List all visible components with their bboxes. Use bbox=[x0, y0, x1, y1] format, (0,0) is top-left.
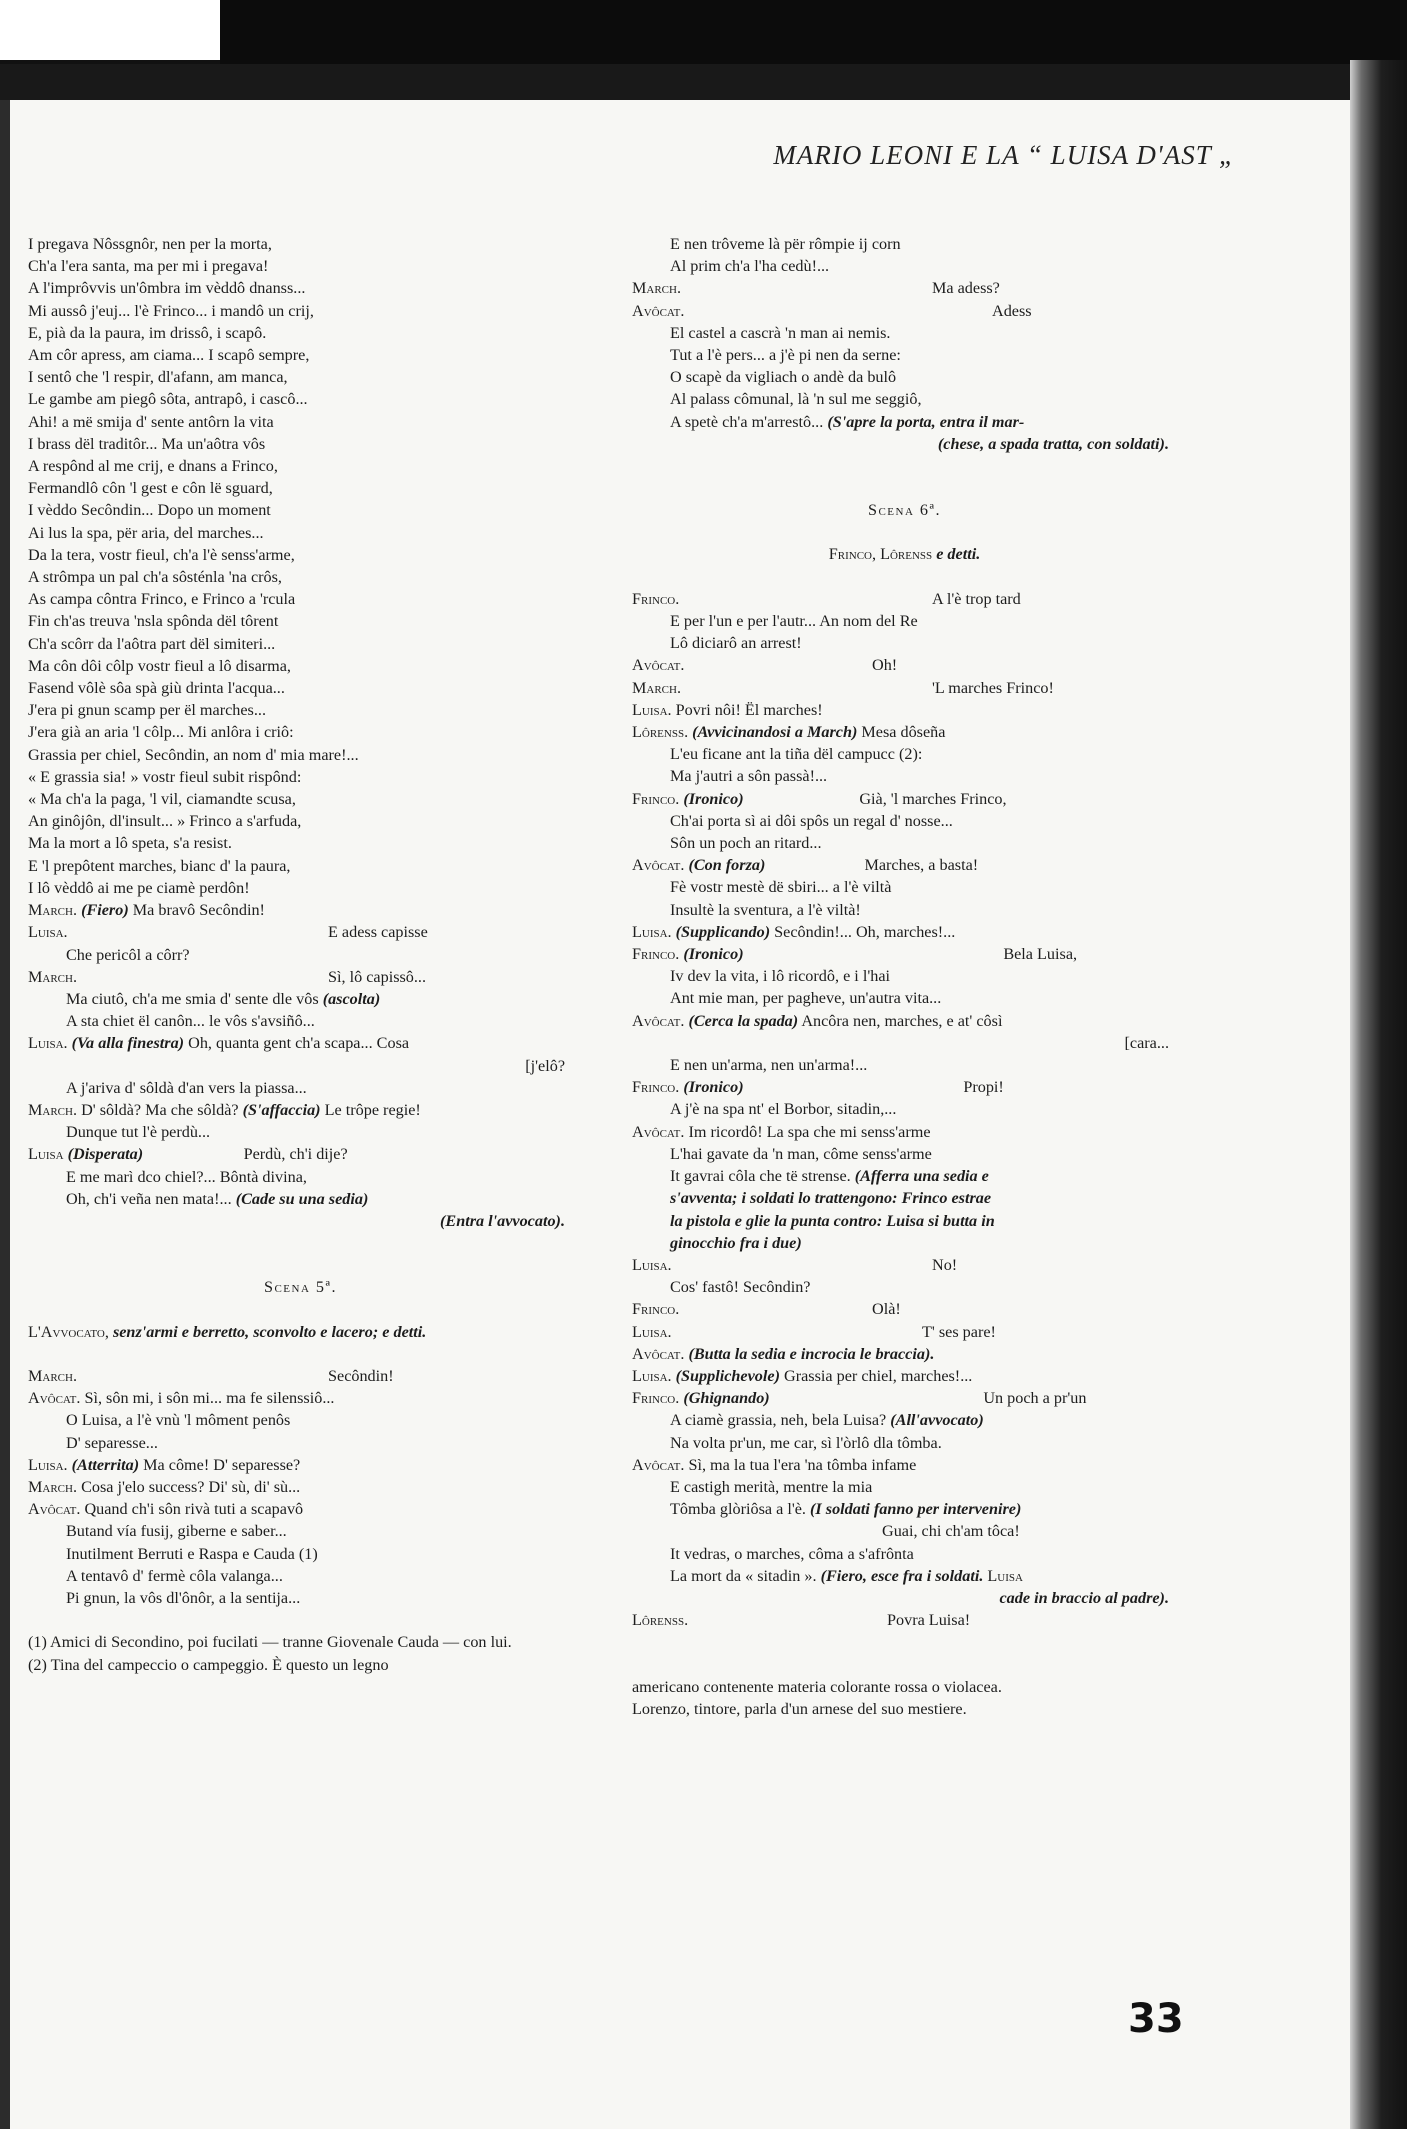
dialogue-line bbox=[632, 677, 1177, 699]
verse-line: It vedras, o marches, côma a s'afrônta bbox=[670, 1544, 914, 1563]
scene-5-subtitle bbox=[28, 1321, 573, 1343]
stage-direction: (Cerca la spada) bbox=[688, 1011, 799, 1030]
line-text: Adess bbox=[992, 301, 1032, 320]
verse-line: Pi gnun, la vôs dl'ônôr, a la sentija... bbox=[66, 1588, 301, 1607]
verse-line: A l'imprôvvis un'ômbra im vèddô dnanss... bbox=[28, 279, 306, 298]
line-text: Sì, sôn mi, i sôn mi... ma fe silenssiô... bbox=[84, 1389, 335, 1408]
line-text: Oh, quanta gent ch'a scapa... Cosa bbox=[188, 1034, 410, 1053]
speaker: Avôcat. bbox=[28, 1389, 81, 1408]
verse-line: Ch'ai porta sì ai dôi spôs un regal d' nosse... bbox=[670, 811, 953, 830]
line-text: Un poch a pr'un bbox=[983, 1389, 1087, 1408]
verse-line: Am côr apress, am ciama... I scapô sempre, bbox=[28, 346, 310, 365]
stage-direction: (Ghignando) bbox=[683, 1389, 770, 1408]
stage-direction: (Fiero, esce fra i soldati. bbox=[820, 1566, 984, 1585]
verse-wrap: [cara... bbox=[1124, 1033, 1169, 1052]
verse-line: Fasend vôlè sôa spà giù drinta l'acqua... bbox=[28, 679, 285, 698]
dialogue-line bbox=[28, 966, 573, 988]
dialogue-line bbox=[632, 699, 1177, 721]
verse-line: Tut a l'è pers... a j'è pi nen da serne: bbox=[670, 346, 901, 365]
line-text: No! bbox=[932, 1255, 958, 1274]
speaker: Frinco. bbox=[632, 589, 680, 608]
speaker: Avôcat. bbox=[632, 856, 685, 875]
dialogue-line bbox=[632, 1298, 1177, 1320]
stage-direction: (All'avvocato) bbox=[890, 1411, 984, 1430]
line-text: T' ses pare! bbox=[922, 1322, 996, 1341]
line-text: Im ricordô! La spa che mi senss'arme bbox=[688, 1122, 931, 1141]
verse-line: Ma côn dôi côlp vostr fieul a lô disarma, bbox=[28, 656, 291, 675]
line-text: Olà! bbox=[872, 1300, 901, 1319]
verse-line: E nen trôveme là për rômpie ij corn bbox=[670, 235, 901, 253]
verse-line: Ma j'autri a sôn passà!... bbox=[670, 767, 828, 786]
verse-line: Fè vostr mestè dë sbiri... a l'è viltà bbox=[670, 878, 892, 897]
dialogue-line bbox=[28, 1454, 573, 1476]
speaker: March. bbox=[28, 901, 78, 920]
stage-direction: la pistola e glie la punta contro: Luisa si butta in bbox=[670, 1211, 995, 1230]
speaker: Luisa. bbox=[632, 1255, 672, 1274]
line-text: Quand ch'i sôn rivà tuti a scapavô bbox=[84, 1500, 304, 1519]
verse-line: Insultè la sventura, a l'è viltà! bbox=[670, 900, 861, 919]
verse-line: « E grassia sia! » vostr fieul subit rispônd: bbox=[28, 767, 302, 786]
spacer bbox=[632, 566, 1177, 588]
stage-direction: (chese, a spada tratta, con soldati). bbox=[937, 434, 1169, 453]
verse-line: Ch'a l'era santa, ma per mi i pregava! bbox=[28, 257, 269, 276]
line-text: Secôndin! bbox=[328, 1366, 394, 1385]
dialogue-line bbox=[632, 1343, 1177, 1365]
line-text: Tômba glòriôsa a l'è. bbox=[670, 1500, 806, 1519]
scan-corner bbox=[0, 0, 226, 64]
spacer bbox=[632, 1654, 1177, 1676]
line-text: Sì, lô capissô... bbox=[328, 967, 427, 986]
verse-line bbox=[28, 1188, 573, 1210]
line-text: Ma ciutô, ch'a me smia d' sente dle vôs bbox=[66, 989, 319, 1008]
line-text: A l'è trop tard bbox=[932, 589, 1021, 608]
speaker: Luisa. bbox=[632, 922, 672, 941]
line-text: It gavrai côla che të strense. bbox=[670, 1167, 851, 1186]
spacer bbox=[28, 1298, 573, 1320]
line-text: Bela Luisa, bbox=[1003, 945, 1078, 964]
line-text: E adess capisse bbox=[328, 923, 428, 942]
line-text: Le trôpe regie! bbox=[324, 1100, 421, 1119]
verse-line: O Luisa, a l'è vnù 'l môment penôs bbox=[66, 1411, 291, 1430]
verse-line: J'era già an aria 'l côlp... Mi anlôra i criô: bbox=[28, 723, 294, 742]
dialogue-line bbox=[632, 1365, 1177, 1387]
speaker: March. bbox=[28, 967, 78, 986]
stage-direction: (Con forza) bbox=[688, 856, 766, 875]
speaker: Lôrenss. bbox=[632, 723, 689, 742]
left-column bbox=[28, 233, 573, 1676]
spacer bbox=[632, 455, 1177, 499]
verse-line: L'hai gavate da 'n man, côme senss'arme bbox=[670, 1144, 932, 1163]
line-text: Povri nôi! Ël marches! bbox=[675, 700, 823, 719]
verse-line: Ahi! a më smija d' sente antôrn la vita bbox=[28, 412, 274, 431]
line-text: A spetè ch'a m'arrestô... bbox=[670, 412, 824, 431]
line-text: D' sôldà? Ma che sôldà? bbox=[81, 1100, 239, 1119]
verse-line: Grassia per chiel, Secôndin, an nom d' mia mare!... bbox=[28, 745, 359, 764]
stage-direction: (S'affaccia) bbox=[242, 1100, 321, 1119]
verse-line: An ginôjôn, dl'insult... » Frinco a s'arfuda, bbox=[28, 812, 302, 831]
speaker: Lôrenss. bbox=[632, 1611, 689, 1630]
verse-line: Fermandlô côn 'l gest e côn lë sguard, bbox=[28, 479, 273, 498]
speaker: Frinco. bbox=[632, 1389, 680, 1408]
verse-line: Na volta pr'un, me car, sì l'òrlô dla tômba. bbox=[670, 1433, 942, 1452]
speaker: Luisa. bbox=[28, 1455, 68, 1474]
verse-line: Ai lus la spa, për aria, del marches... bbox=[28, 523, 264, 542]
line-text: Propi! bbox=[963, 1078, 1004, 1097]
speaker: Avôcat. bbox=[632, 1455, 685, 1474]
stage-direction: (I soldati fanno per intervenire) bbox=[810, 1500, 1022, 1519]
verse-line: I vèddo Secôndin... Dopo un moment bbox=[28, 501, 271, 520]
speaker: Frinco. bbox=[632, 945, 680, 964]
line-text: Mesa dôseña bbox=[861, 723, 946, 742]
scan-left-edge bbox=[0, 100, 10, 2129]
stage-direction: (Va alla finestra) bbox=[71, 1034, 185, 1053]
running-head: MARIO LEONI E LA “ LUISA D'AST „ bbox=[773, 140, 1235, 170]
dialogue-line bbox=[632, 1076, 1177, 1098]
verse-line: Da la tera, vostr fieul, ch'a l'è senss'arme, bbox=[28, 545, 295, 564]
dialogue-line bbox=[28, 1498, 573, 1520]
verse-line: I sentô che 'l respir, dl'afann, am manca, bbox=[28, 368, 288, 387]
speaker: Avôcat. bbox=[632, 1344, 685, 1363]
verse-line: As campa côntra Frinco, e Frinco a 'rcula bbox=[28, 590, 296, 609]
speaker: Luisa. bbox=[28, 923, 68, 942]
verse-line: Ch'a scôrr da l'aôtra part dël simiteri... bbox=[28, 634, 276, 653]
verse-line: Le gambe am piegô sôta, antrapô, i cascô... bbox=[28, 390, 308, 409]
monologue bbox=[28, 233, 573, 899]
dialogue-line bbox=[28, 1476, 573, 1498]
speaker: Frinco. bbox=[632, 1300, 680, 1319]
verse-line: Mi aussô j'euj... l'è Frinco... i mandô un crij, bbox=[28, 301, 314, 320]
verse-line bbox=[632, 411, 1177, 433]
stage-direction: (Ironico) bbox=[683, 789, 744, 808]
verse-line: O scapè da vigliach o andè da bulô bbox=[670, 368, 897, 387]
speaker: Luisa. bbox=[632, 700, 672, 719]
spacer bbox=[28, 1232, 573, 1276]
stage-direction: ginocchio fra i due) bbox=[670, 1233, 802, 1252]
dialogue-line bbox=[28, 921, 573, 943]
stage-direction: (Fiero) bbox=[81, 901, 129, 920]
verse-line: E nen un'arma, nen un'arma!... bbox=[670, 1056, 868, 1075]
stage-direction: (Afferra una sedia e bbox=[854, 1167, 989, 1186]
verse-line: E 'l prepôtent marches, bianc d' la paura, bbox=[28, 856, 291, 875]
stage-direction: cade in braccio al padre). bbox=[999, 1588, 1169, 1607]
verse-line: I brass dël traditôr... Ma un'aôtra vôs bbox=[28, 434, 266, 453]
dialogue-line bbox=[632, 854, 1177, 876]
verse-line: « Ma ch'a la paga, 'l vil, ciamandte scusa, bbox=[28, 790, 296, 809]
page-number: 33 bbox=[1128, 1996, 1184, 2042]
speaker: March. bbox=[28, 1366, 78, 1385]
dialogue-line bbox=[632, 1321, 1177, 1343]
dialogue-line bbox=[28, 1099, 573, 1121]
line-text: Oh! bbox=[872, 656, 898, 675]
spacer bbox=[28, 1343, 573, 1365]
speaker: Frinco. bbox=[632, 1078, 680, 1097]
verse-line: J'era pi gnun scamp per ël marches... bbox=[28, 701, 266, 720]
stage-direction: (Disperata) bbox=[67, 1145, 144, 1164]
scan-top-edge bbox=[220, 0, 1407, 70]
spacer bbox=[632, 1631, 1177, 1653]
line-text: Perdù, ch'i dije? bbox=[243, 1145, 348, 1164]
verse-line: Cos' fastô! Secôndin? bbox=[670, 1278, 811, 1297]
line-text: La mort da « sitadin ». bbox=[670, 1566, 817, 1585]
dialogue-line bbox=[28, 1387, 573, 1409]
speaker: Luisa. bbox=[28, 1034, 68, 1053]
speaker: Avôcat. bbox=[28, 1500, 81, 1519]
verse-line: E castigh merità, mentre la mia bbox=[670, 1477, 873, 1496]
line-text: Ma adess? bbox=[932, 279, 1000, 298]
dialogue-line bbox=[632, 943, 1177, 965]
dialogue-line bbox=[28, 1032, 573, 1054]
line-text: Ma bravô Secôndin! bbox=[132, 901, 265, 920]
stage-direction: e detti. bbox=[936, 545, 981, 564]
line-text: Sì, ma la tua l'era 'na tômba infame bbox=[688, 1455, 917, 1474]
verse-line bbox=[632, 1498, 1177, 1520]
verse-line bbox=[28, 988, 573, 1010]
line-text: Secôndin!... Oh, marches!... bbox=[774, 922, 956, 941]
stage-direction: (Butta la sedia e incrocia le braccia). bbox=[688, 1344, 935, 1363]
footnote-1: (1) Amici di Secondino, poi fucilati — tranne Giovenale Cauda — con lui. bbox=[28, 1633, 512, 1652]
verse-line: A sta chiet ël canôn... le vôs s'avsiñô... bbox=[66, 1012, 315, 1031]
line-text: Ancôra nen, marches, e at' côsì bbox=[801, 1011, 1003, 1030]
verse-line: Dunque tut l'è perdù... bbox=[66, 1123, 211, 1142]
stage-direction: (Avvicinandosi a March) bbox=[692, 723, 858, 742]
dialogue-line bbox=[632, 300, 1177, 322]
dialogue-line bbox=[632, 1609, 1177, 1631]
dialogue-line bbox=[632, 721, 1177, 743]
verse-line: Ma la mort a lô speta, s'a resist. bbox=[28, 834, 232, 853]
speaker: March. bbox=[632, 678, 682, 697]
verse-line: Guai, chi ch'am tôca! bbox=[882, 1522, 1020, 1541]
speaker: Luisa. bbox=[632, 1322, 672, 1341]
stage-direction: (S'apre la porta, entra il mar- bbox=[827, 412, 1025, 431]
characters: Frinco, Lôrenss bbox=[828, 545, 933, 564]
stage-direction: (Atterrita) bbox=[71, 1455, 140, 1474]
dialogue-line bbox=[632, 588, 1177, 610]
dialogue-line bbox=[632, 1454, 1177, 1476]
line-text: Grassia per chiel, marches!... bbox=[784, 1366, 973, 1385]
scene-5-title: Scena 5ª. bbox=[263, 1278, 338, 1297]
verse-line: D' separesse... bbox=[66, 1433, 158, 1452]
spacer bbox=[28, 1609, 573, 1631]
verse-line: Lô diciarô an arrest! bbox=[670, 634, 802, 653]
verse-line: A strômpa un pal ch'a sôsténla 'na crôs, bbox=[28, 568, 282, 587]
line-text: Ma côme! D' separesse? bbox=[143, 1455, 301, 1474]
stage-direction: (Entra l'avvocato). bbox=[440, 1211, 565, 1230]
speaker: Avôcat. bbox=[632, 1011, 685, 1030]
verse-line: Inutilment Berruti e Raspa e Cauda (1) bbox=[66, 1544, 318, 1563]
speaker: Luisa bbox=[987, 1566, 1023, 1585]
speaker: Frinco. bbox=[632, 789, 680, 808]
verse-line: I lô vèddô ai me pe ciamè perdôn! bbox=[28, 878, 250, 897]
dialogue-line bbox=[28, 1365, 573, 1387]
speaker: Avôcat. bbox=[632, 1122, 685, 1141]
scene-6-subtitle bbox=[632, 543, 1177, 565]
dialogue-line bbox=[632, 1121, 1177, 1143]
dialogue-line bbox=[632, 1254, 1177, 1276]
stage-direction: (Cade su una sedia) bbox=[235, 1189, 369, 1208]
line-text: 'L marches Frinco! bbox=[932, 678, 1054, 697]
footnote-2: (2) Tina del campeccio o campeggio. È questo un legno bbox=[28, 1655, 389, 1674]
speaker: Avôcat. bbox=[632, 656, 685, 675]
verse-line bbox=[632, 1565, 1177, 1587]
stage-direction: (ascolta) bbox=[322, 989, 381, 1008]
right-column bbox=[632, 233, 1177, 1720]
verse-line: Ant mie man, per pagheve, un'autra vita... bbox=[670, 989, 942, 1008]
stage-direction: s'avventa; i soldati lo trattengono: Frinco estrae bbox=[670, 1189, 992, 1208]
dialogue-line bbox=[632, 1010, 1177, 1032]
speaker: Avôcat. bbox=[632, 301, 685, 320]
footnote-continuation: Lorenzo, tintore, parla d'un arnese del suo mestiere. bbox=[632, 1699, 967, 1718]
verse-line: I pregava Nôssgnôr, nen per la morta, bbox=[28, 235, 272, 253]
speaker: Luisa bbox=[28, 1145, 64, 1164]
dialogue-line bbox=[28, 899, 573, 921]
verse-line: Iv dev la vita, i lô ricordô, e i l'hai bbox=[670, 967, 891, 986]
speaker: Luisa. bbox=[632, 1366, 672, 1385]
verse-line: A respônd al me crij, e dnans a Frinco, bbox=[28, 457, 278, 476]
book-spine-shadow bbox=[1350, 60, 1407, 2129]
line-text: Marches, a basta! bbox=[864, 856, 979, 875]
line-text: Cosa j'elo success? Di' sù, di' sù... bbox=[81, 1477, 301, 1496]
verse-line: Al prim ch'a l'ha cedù!... bbox=[670, 257, 830, 276]
verse-line: A tentavô d' fermè côla valanga... bbox=[66, 1566, 283, 1585]
verse-line: A j'ariva d' sôldà d'an vers la piassa... bbox=[66, 1078, 307, 1097]
dialogue-line bbox=[28, 1143, 573, 1165]
verse-line: Butand vía fusij, giberne e saber... bbox=[66, 1522, 287, 1541]
spacer bbox=[632, 521, 1177, 543]
dialogue-line bbox=[632, 654, 1177, 676]
scan-shadow-band bbox=[0, 64, 1407, 104]
dialogue-line bbox=[632, 788, 1177, 810]
dialogue-line bbox=[632, 1387, 1177, 1409]
speaker: March. bbox=[28, 1477, 78, 1496]
verse-line: Fin ch'as treuva 'nsla spônda dël tôrent bbox=[28, 612, 279, 631]
verse-line: A j'è na spa nt' el Borbor, sitadin,... bbox=[670, 1100, 897, 1119]
verse-line: Che pericôl a côrr? bbox=[66, 945, 190, 964]
footnote-continuation: americano contenente materia colorante rossa o violacea. bbox=[632, 1677, 1002, 1696]
verse-line: El castel a cascrà 'n man ai nemis. bbox=[670, 323, 891, 342]
verse-line bbox=[632, 1409, 1177, 1431]
line-text: Già, 'l marches Frinco, bbox=[859, 789, 1007, 808]
verse-wrap: [j'elô? bbox=[525, 1056, 565, 1075]
dialogue-line bbox=[632, 921, 1177, 943]
line-text: Povra Luisa! bbox=[887, 1611, 971, 1630]
verse-line: Al palass cômunal, là 'n sul me seggiô, bbox=[670, 390, 922, 409]
stage-direction: (Supplichevole) bbox=[675, 1366, 780, 1385]
stage-direction: senz'armi e berretto, sconvolto e lacero; e detti. bbox=[112, 1322, 427, 1341]
verse-line: E me marì dco chiel?... Bôntà divina, bbox=[66, 1167, 307, 1186]
speaker: March. bbox=[632, 279, 682, 298]
speaker: March. bbox=[28, 1100, 78, 1119]
verse-line: E, pià da la paura, im drissô, i scapô. bbox=[28, 323, 267, 342]
dialogue-line bbox=[632, 277, 1177, 299]
scene-6-title: Scena 6ª. bbox=[867, 501, 942, 520]
stage-direction: (Ironico) bbox=[683, 945, 744, 964]
stage-direction: (Supplicando) bbox=[675, 922, 771, 941]
stage-direction: (Ironico) bbox=[683, 1078, 744, 1097]
verse-line: L'eu ficane ant la tiña dël campucc (2): bbox=[670, 745, 923, 764]
characters: L'Avvocato, bbox=[28, 1322, 109, 1341]
verse-line: E per l'un e per l'autr... An nom del Re bbox=[670, 612, 918, 631]
verse-line bbox=[632, 1165, 1177, 1187]
line-text: Oh, ch'i veña nen mata!... bbox=[66, 1189, 232, 1208]
verse-line: Sôn un poch an ritard... bbox=[670, 834, 822, 853]
line-text: A ciamè grassia, neh, bela Luisa? bbox=[670, 1411, 887, 1430]
